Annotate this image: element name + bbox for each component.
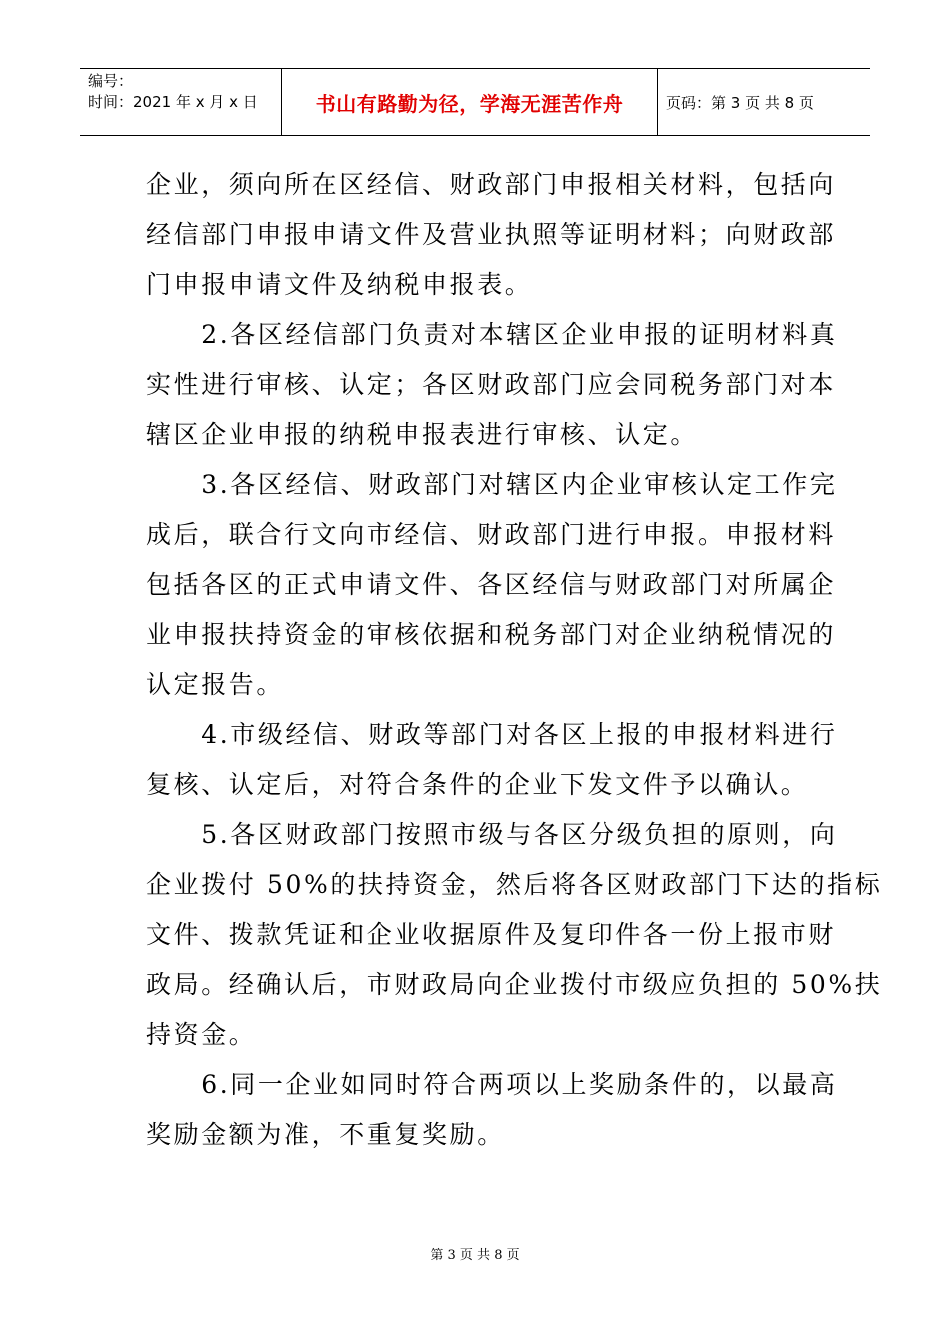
body-text-line: 5.各区财政部门按照市级与各区分级负担的原则，向: [146, 820, 838, 849]
page-header: [80, 68, 870, 136]
body-text-line: 复核、认定后，对符合条件的企业下发文件予以确认。: [146, 770, 809, 799]
body-text-line: 门申报申请文件及纳税申报表。: [146, 270, 533, 299]
header-motto: 书山有路勤为径，学海无涯苦作舟: [315, 91, 624, 116]
body-text-line: 6.同一企业如同时符合两项以上奖励条件的，以最高: [146, 1070, 838, 1099]
body-text-line: 奖励金额为准，不重复奖励。: [146, 1120, 505, 1149]
body-text-line: 3.各区经信、财政部门对辖区内企业审核认定工作完: [146, 470, 838, 499]
body-text-line: 文件、拨款凭证和企业收据原件及复印件各一份上报市财: [146, 920, 837, 949]
body-text-line: 业申报扶持资金的审核依据和税务部门对企业纳税情况的: [146, 620, 837, 649]
body-text-line: 4.市级经信、财政等部门对各区上报的申报材料进行: [146, 720, 838, 749]
body-text-line: 辖区企业申报的纳税申报表进行审核、认定。: [146, 420, 699, 449]
body-text-line: 政局。经确认后，市财政局向企业拨付市级应负担的 50%扶: [146, 970, 883, 999]
body-text-line: 成后，联合行文向市经信、财政部门进行申报。申报材料: [146, 520, 837, 549]
body-text-line: 2.各区经信部门负责对本辖区企业申报的证明材料真: [146, 320, 838, 349]
body-text-line: 持资金。: [146, 1020, 257, 1049]
body-text-line: 认定报告。: [146, 670, 285, 699]
document-date-label: 时间：2021 年 x 月 x 日: [88, 93, 258, 111]
body-text-line: 企业拨付 50%的扶持资金，然后将各区财政部门下达的指标: [146, 870, 883, 899]
document-number-label: 编号：: [88, 72, 134, 90]
body-text-line: 经信部门申报申请文件及营业执照等证明材料；向财政部: [146, 220, 837, 249]
page-footer: 第 3 页 共 8 页: [430, 1248, 520, 1263]
body-text-line: 企业，须向所在区经信、财政部门申报相关材料，包括向: [146, 170, 837, 199]
header-page-info: 页码：第 3 页 共 8 页: [666, 93, 814, 112]
document-body: [146, 160, 883, 1160]
body-text-line: 包括各区的正式申请文件、各区经信与财政部门对所属企: [146, 570, 837, 599]
header-motto-cell: [282, 69, 658, 135]
body-text-line: 实性进行审核、认定；各区财政部门应会同税务部门对本: [146, 370, 837, 399]
header-meta-cell: [80, 69, 282, 135]
